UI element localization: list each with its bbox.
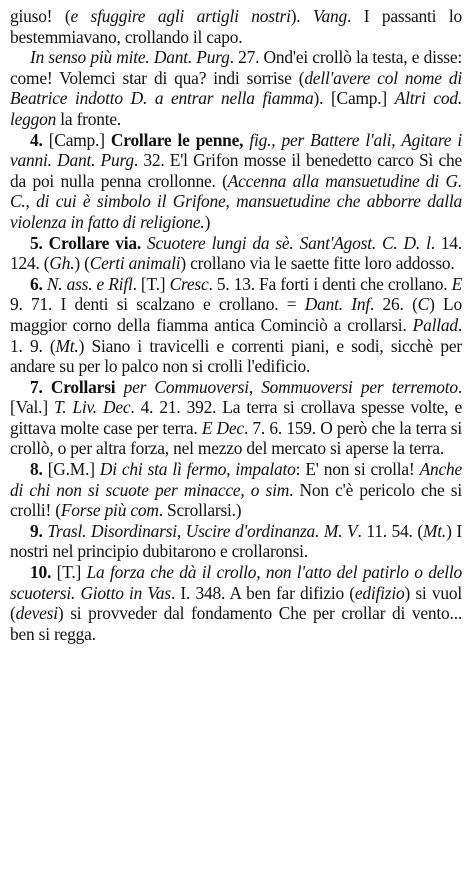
italic-text: Scuotere lungi da sè. Sant'Agost. C. D. l (146, 232, 431, 253)
italic-text: Gh. (49, 253, 75, 274)
body-text: ) (204, 211, 211, 232)
italic-text: edifizio (354, 582, 405, 603)
body-text: ) Siano i travicelli e correnti piani, e sodi, sicchè per andare su per lo palco non si crolli l'edificio. (10, 335, 462, 377)
body-text: . 5. 13. Fa forti i denti che crollano. (208, 273, 452, 294)
body-text: ). [Camp.] (313, 88, 395, 109)
entry-paragraph (10, 521, 462, 562)
body-text: . 26. ( (370, 294, 418, 315)
body-text: . 27. Ond'ei crollò la testa, e disse: come! Volemci star di qua? indi sorrise ( (10, 47, 462, 88)
italic-text: N. ass. e Rifl (46, 273, 133, 294)
italic-text: Cresc (169, 273, 209, 294)
body-text: ) Lo maggior corno della fiamma antica Cominciò a crollarsi. (10, 294, 462, 335)
italic-text: Certi animali (89, 253, 181, 274)
italic-text: Altri cod. leggon (10, 88, 463, 129)
italic-text: T. Liv. Dec (54, 397, 131, 418)
entry-paragraph (10, 6, 462, 47)
body-text: ) si vuol ( (10, 582, 462, 624)
italic-text: Trasl. Disordinarsi, Uscire d'ordinanza. M. V (47, 520, 358, 541)
body-text: ) ( (74, 253, 90, 274)
italic-text: Mt. (55, 335, 79, 356)
italic-text: Di chi sta lì fermo, impalato (99, 459, 296, 480)
body-text: ) si provveder dal fondamento Che per crollar di vento... ben si regga. (10, 603, 462, 644)
body-text: ) crollano via le saette fitte loro addosso. (180, 253, 455, 274)
body-text: . 4. 21. 392. La terra si crollava spesse volte, e gittava molte case per terra. (10, 397, 463, 438)
entry-list (10, 6, 462, 644)
italic-text: per Commuoversi, Sommuoversi per terremoto (115, 376, 458, 397)
italic-text: E Dec (201, 417, 244, 438)
italic-text: Dant. Inf (304, 294, 371, 315)
body-text: . I passanti lo bestemmiavano, crollando il capo. (10, 6, 462, 47)
entry-heading-text: 6. (30, 273, 47, 294)
italic-text: Vang (313, 6, 347, 26)
entry-heading-text: 7. Crollarsi (30, 376, 116, 397)
italic-text: Anche di chi non si scuote per minacce, o sim (10, 459, 463, 500)
italic-text: E (451, 273, 463, 294)
entry-heading-text: 4. (30, 129, 49, 150)
italic-text: Accenna alla mansuetudine di G. C., di cui è simbolo il Grifone, mansuetudine che abborre dalla violenza in fatto di religione. (10, 170, 462, 232)
entry-paragraph (10, 459, 462, 521)
body-text: . 14. 124. ( (10, 232, 462, 274)
entry-paragraph (10, 562, 462, 644)
italic-text: dell'avere col nome di Beatrice indotto D. a entrar nella fiamma (10, 67, 463, 109)
italic-text: fig., per Battere l'ali, Agitare i vanni. Dant. Purg (10, 129, 463, 171)
body-text: . Non c'è pericolo che si crolli! ( (10, 479, 462, 521)
entry-heading-text: 5. Crollare via. (30, 232, 147, 253)
entry-heading-text: 10. (30, 562, 57, 583)
entry-heading-text: 8. (30, 459, 48, 480)
body-text: . [T.] (132, 273, 170, 294)
body-text: . Scrollarsi.) (158, 500, 242, 521)
entry-paragraph (10, 47, 462, 129)
italic-text: In senso più mite. Dant. Purg (30, 47, 230, 68)
body-text: . 1. 9. ( (10, 314, 462, 356)
entry-paragraph (10, 274, 462, 377)
body-text: [G.M.] (47, 459, 100, 480)
italic-text: devesi (15, 603, 58, 624)
entry-paragraph (10, 130, 462, 233)
italic-text: Pallad (412, 314, 458, 335)
body-text: . 11. 54. ( (357, 520, 423, 541)
body-text: ). (290, 6, 314, 26)
italic-text: C (417, 294, 430, 315)
body-text: . 32. E'l Grifon mosse il benedetto carco Sì che da poi nulla penna crollonne. ( (10, 150, 462, 191)
entry-paragraph (10, 377, 462, 459)
body-text: . I. 348. A ben far difizio ( (170, 582, 355, 603)
italic-text: Mt. (423, 520, 447, 541)
body-text: ) I nostri nel principio dubitarono e crollaronsi. (10, 520, 462, 562)
body-text: 9. 71. I denti si scalzano e crollano. = (10, 294, 305, 315)
italic-text: Forse più com (60, 500, 159, 521)
body-text: giuso! ( (10, 6, 71, 26)
body-text: la fronte. (56, 108, 122, 129)
italic-text: La forza che dà il crollo, non l'atto del patirlo o dello scuotersi. Giotto in Vas (10, 562, 462, 603)
entry-heading-text: Crollare le penne, (110, 129, 244, 150)
body-text: : E' non si crolla! (295, 459, 420, 480)
body-text: [T.] (56, 562, 87, 583)
body-text: [Camp.] (48, 129, 111, 150)
body-text: . [Val.] (10, 376, 463, 418)
italic-text: e sfuggire agli artigli nostri (70, 6, 291, 26)
entry-paragraph (10, 233, 462, 274)
entry-heading-text: 9. (30, 520, 48, 541)
body-text: . 7. 6. 159. O però che la terra si crollò, o per altra forza, nel mezzo del mercato si aperse la terra. (10, 417, 463, 459)
